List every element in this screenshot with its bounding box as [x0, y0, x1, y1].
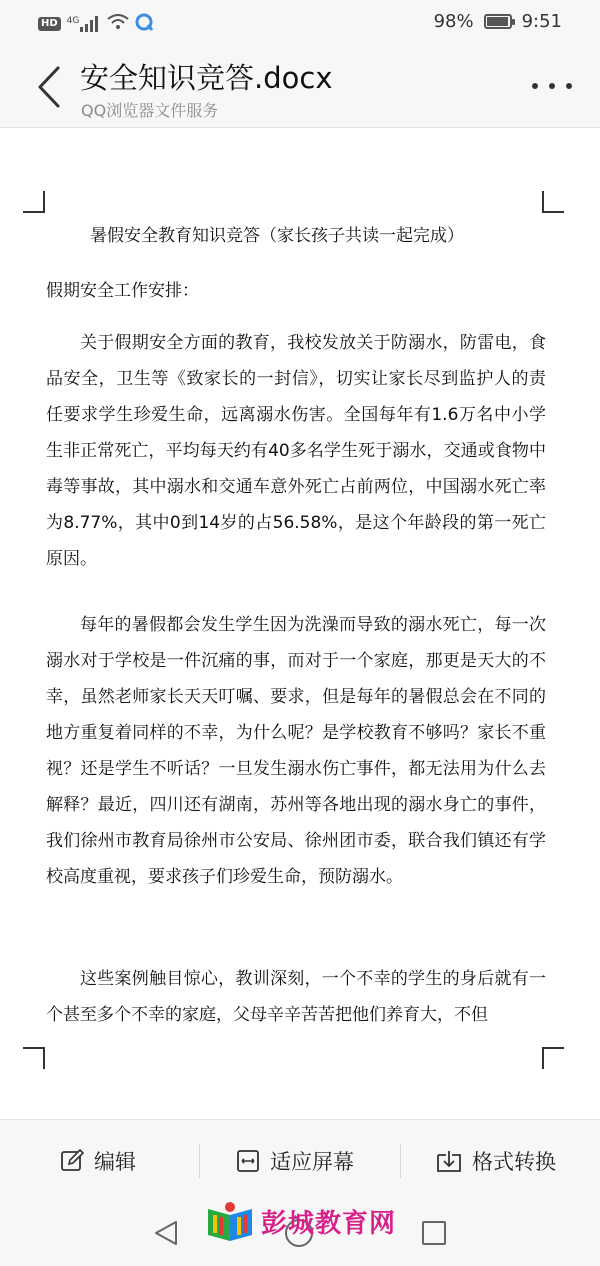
status-bar	[0, 0, 600, 46]
document-viewer[interactable]	[0, 129, 600, 1119]
nav-recent-square-icon[interactable]	[422, 1221, 446, 1245]
paragraph: 这些案例触目惊心，教训深刻，一个不幸的学生的身后就有一个甚至多个不幸的家庭，父母辛辛苦苦把他们养育大，不但	[46, 969, 546, 1025]
fit-screen-label: 适应屏幕	[270, 1150, 354, 1174]
open-book-logo-icon	[203, 1201, 257, 1245]
fit-screen-button[interactable]	[236, 1142, 354, 1180]
download-convert-icon	[436, 1149, 462, 1173]
wifi-icon	[107, 14, 129, 34]
battery-level-fill	[487, 17, 509, 26]
format-convert-button[interactable]	[436, 1142, 556, 1180]
document-title: 安全知识竞答.docx	[80, 61, 333, 95]
page-corner-mark	[23, 191, 45, 213]
watermark-text: 彭城教育网	[261, 1209, 397, 1239]
toolbar-divider	[400, 1144, 401, 1178]
document-page	[46, 213, 546, 1047]
more-dot	[566, 83, 572, 89]
nav-back-triangle-icon[interactable]	[152, 1219, 180, 1247]
edit-label: 编辑	[94, 1150, 136, 1174]
more-dot	[549, 83, 555, 89]
edit-icon	[60, 1149, 84, 1173]
page-corner-mark	[542, 1047, 564, 1069]
page-corner-mark	[23, 1047, 45, 1069]
paragraph: 每年的暑假都会发生学生因为洗澡而导致的溺水死亡，每一次溺水对于学校是一件沉痛的事，而对于一个家庭，那更是天大的不幸，虽然老师家长天天叮嘱、要求，但是每年的暑假总会在不同的地方重复着同样的不幸，为什么呢？是学校教育不够吗？家长不重视？还是学生不听话？一旦发生溺水伤亡事件，都无法用为什么去解释？最近，四川还有湖南，苏州等各地出现的溺水身亡的事件，我们徐州市教育局徐州市公安局、徐州团市委，联合我们镇还有学校高度重视，要求孩子们珍爱生命，预防溺水。	[46, 615, 546, 887]
more-options-button[interactable]	[532, 76, 572, 96]
clock: 9:51	[521, 11, 562, 32]
system-nav-bar	[0, 1201, 600, 1266]
battery-icon	[484, 14, 512, 29]
back-button[interactable]	[32, 64, 72, 110]
signal-icon	[67, 16, 102, 32]
status-left	[38, 13, 153, 35]
format-convert-label: 格式转换	[472, 1150, 556, 1174]
paragraph: 关于假期安全方面的教育，我校发放关于防溺水，防雷电，食品安全，卫生等《致家长的一封信》，切实让家长尽到监护人的责任要求学生珍爱生命，远离溺水伤害。全国每年有1.6万名中小学生非正常死亡，平均每天约有40多名学生死于溺水，交通或食物中毒等事故，其中溺水和交通车意外死亡占前两位，中国溺水死亡率为8.77%，其中0到14岁的占56.58%，是这个年龄段的第一死亡原因。	[46, 333, 546, 569]
fit-screen-icon	[236, 1149, 260, 1173]
watermark-logo	[203, 1201, 403, 1245]
hd-badge: HD	[38, 17, 61, 31]
edit-button[interactable]	[60, 1142, 136, 1180]
status-right	[434, 11, 562, 32]
document-source: QQ浏览器文件服务	[81, 101, 219, 120]
document-heading: 暑假安全教育知识竞答（家长孩子共读一起完成）	[90, 226, 464, 246]
app-header	[0, 46, 600, 128]
section-title: 假期安全工作安排：	[46, 281, 199, 301]
qq-browser-icon	[135, 13, 153, 35]
page-corner-mark	[542, 191, 564, 213]
bottom-toolbar	[0, 1119, 600, 1201]
network-type-label: 4G	[66, 16, 80, 26]
toolbar-divider	[199, 1144, 200, 1178]
more-dot	[532, 83, 538, 89]
chevron-left-icon	[32, 64, 72, 110]
battery-percent: 98%	[433, 11, 474, 32]
